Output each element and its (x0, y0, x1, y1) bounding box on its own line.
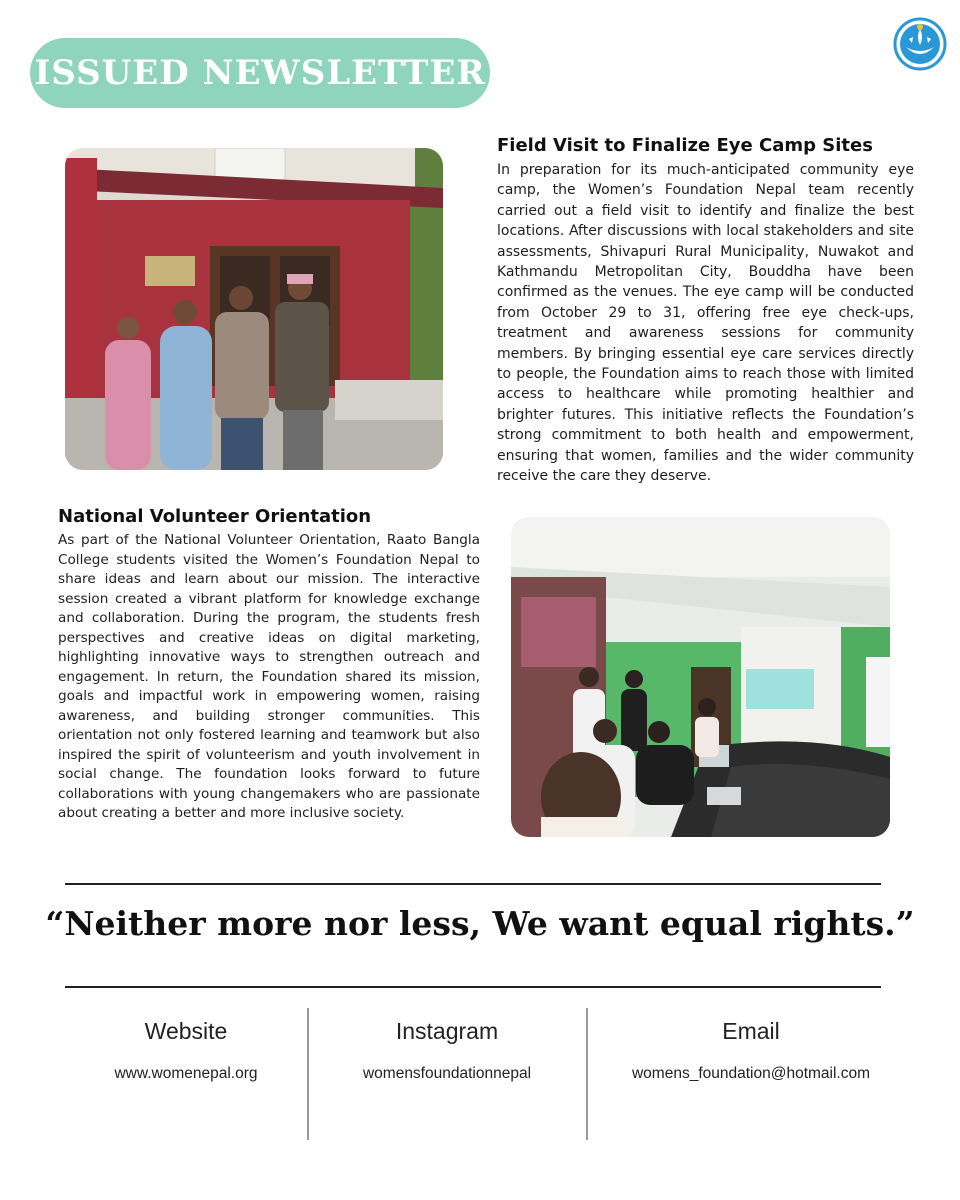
foundation-logo-icon (893, 17, 947, 71)
quote-text: “Neither more nor less, We want equal rights.” (45, 904, 915, 943)
email-link[interactable]: womens_foundation@hotmail.com (631, 1065, 871, 1082)
divider-line (65, 883, 881, 885)
article-eye-camp (497, 135, 914, 487)
website-link[interactable]: www.womenepal.org (114, 1065, 258, 1082)
newsletter-badge (30, 38, 490, 108)
contact-email (588, 1018, 914, 1083)
instagram-handle[interactable]: womensfoundationnepal (362, 1065, 532, 1082)
article-title: Field Visit to Finalize Eye Camp Sites (497, 135, 873, 156)
article-body: As part of the National Volunteer Orientation, Raato Bangla College students visited the Women’s Foundation Nepal to share ideas and learn about our mission. The interactive session created a vibrant platform for knowledge exchange and collaboration. During the program, the students fresh perspectives and creative ideas on digital marketing, highlighting innovative ways to strengthen outreach and engagement. In return, the Foundation shared its mission, goals and impactful work in empowering women, raising awareness, and building stronger communities. This orientation not only fostered learning and teamwork but also inspired the spirit of volunteerism and youth involvement in social change. The foundation looks forward to future collaborations with young changemakers who are passionate about creating a better and more inclusive society. (58, 532, 480, 821)
contact-instagram (308, 1018, 586, 1083)
contact-label: Email (722, 1018, 780, 1044)
field-visit-photo (65, 148, 443, 470)
volunteer-orientation-photo (511, 517, 890, 837)
newsletter-badge-text: ISSUED NEWSLETTER (34, 53, 486, 93)
contact-label: Website (144, 1018, 228, 1044)
contact-label: Instagram (395, 1018, 499, 1044)
article-title: National Volunteer Orientation (58, 506, 372, 527)
article-volunteer-orientation (58, 506, 480, 824)
article-body: In preparation for its much-anticipated community eye camp, the Women’s Foundation Nepal team recently carried out a field visit to identify and finalize the best locations. After discussions with local stakeholders and site assessments, Shivapuri Rural Municipality, Nuwakot and Kathmandu Metropolitan City, Bouddha have been confirmed as the venues. The eye camp will be conducted from October 29 to 31, offering free eye check-ups, treatment and awareness sessions for community members. By bringing essential eye care services directly to people, the Foundation aims to reach those with limited access to healthcare while promoting healthier and brighter futures. This initiative reflects the Foundation’s strong commitment to both health and empowerment, ensuring that women, families and the wider community receive the care they deserve. (497, 162, 914, 485)
divider-line (65, 986, 881, 988)
contact-website (66, 1018, 306, 1083)
